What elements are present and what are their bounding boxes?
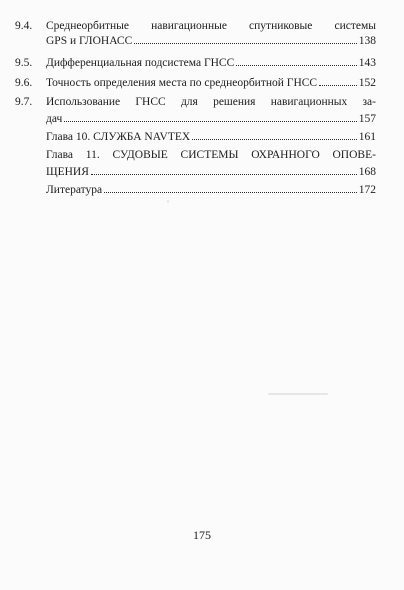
title-word: Использование (46, 96, 121, 108)
toc-page-number: 157 (358, 113, 376, 125)
title-word: Среднеорбитные (46, 20, 129, 32)
toc-entry-title: Глава 10. СЛУЖБА NAVTEX (46, 131, 191, 143)
toc-entry-title: Дифференциальная подсистема ГНСС (46, 57, 235, 69)
title-word: Глава (46, 149, 74, 161)
title-word: 11. (85, 149, 100, 161)
section-number: 9.5. (15, 57, 33, 69)
title-word: навигационных (270, 96, 348, 108)
dot-leader (91, 173, 357, 175)
dot-leader (104, 191, 357, 193)
toc-entry-continuation (46, 165, 376, 179)
scan-speck (167, 200, 169, 203)
toc-page-number: 168 (358, 166, 376, 178)
toc-entry-references (46, 183, 376, 197)
title-word: ОПОВЕ- (332, 149, 376, 161)
toc-entry-title-line (46, 148, 376, 162)
title-word: системы (334, 20, 376, 32)
toc-page-number: 152 (358, 77, 376, 89)
toc-entry-continuation (46, 34, 376, 48)
dot-leader (319, 84, 357, 86)
scan-smudge (268, 393, 328, 395)
toc-entry (46, 76, 376, 90)
toc-entry-title-line (46, 95, 376, 109)
title-word: решения (213, 96, 256, 108)
section-number: 9.4. (15, 20, 33, 32)
toc-page-number: 161 (358, 131, 376, 143)
title-word: за- (362, 96, 376, 108)
title-word: СУДОВЫЕ (112, 149, 168, 161)
section-number: 9.7. (15, 96, 33, 108)
toc-entry-title-line (46, 19, 376, 33)
dot-leader (236, 64, 356, 66)
title-word: СИСТЕМЫ (180, 149, 239, 161)
toc-page-number: 143 (358, 57, 376, 69)
title-word: спутниковые (249, 20, 313, 32)
toc-page-number: 172 (358, 184, 376, 196)
toc-entry-continuation (46, 112, 376, 126)
title-word: для (180, 96, 198, 108)
toc-entry-title: Литература (46, 184, 103, 196)
dot-leader (134, 42, 356, 44)
toc-entry (46, 56, 376, 70)
page-number: 175 (193, 528, 211, 542)
toc-entry-chapter (46, 130, 376, 144)
toc-entry-title: Точность определения места по среднеорбитной ГНСС (46, 77, 318, 89)
dot-leader (64, 120, 356, 122)
title-word: ГНСС (135, 96, 166, 108)
toc-page-number: 138 (358, 35, 376, 47)
title-word: ОХРАННОГО (251, 149, 320, 161)
section-number: 9.6. (15, 77, 33, 89)
toc-entry-title: ЩЕНИЯ (46, 166, 89, 178)
toc-entry-title: дач (46, 113, 63, 125)
toc-entry-title: GPS и ГЛОНАСС (46, 35, 133, 47)
dot-leader (192, 138, 357, 140)
title-word: навигационные (151, 20, 227, 32)
